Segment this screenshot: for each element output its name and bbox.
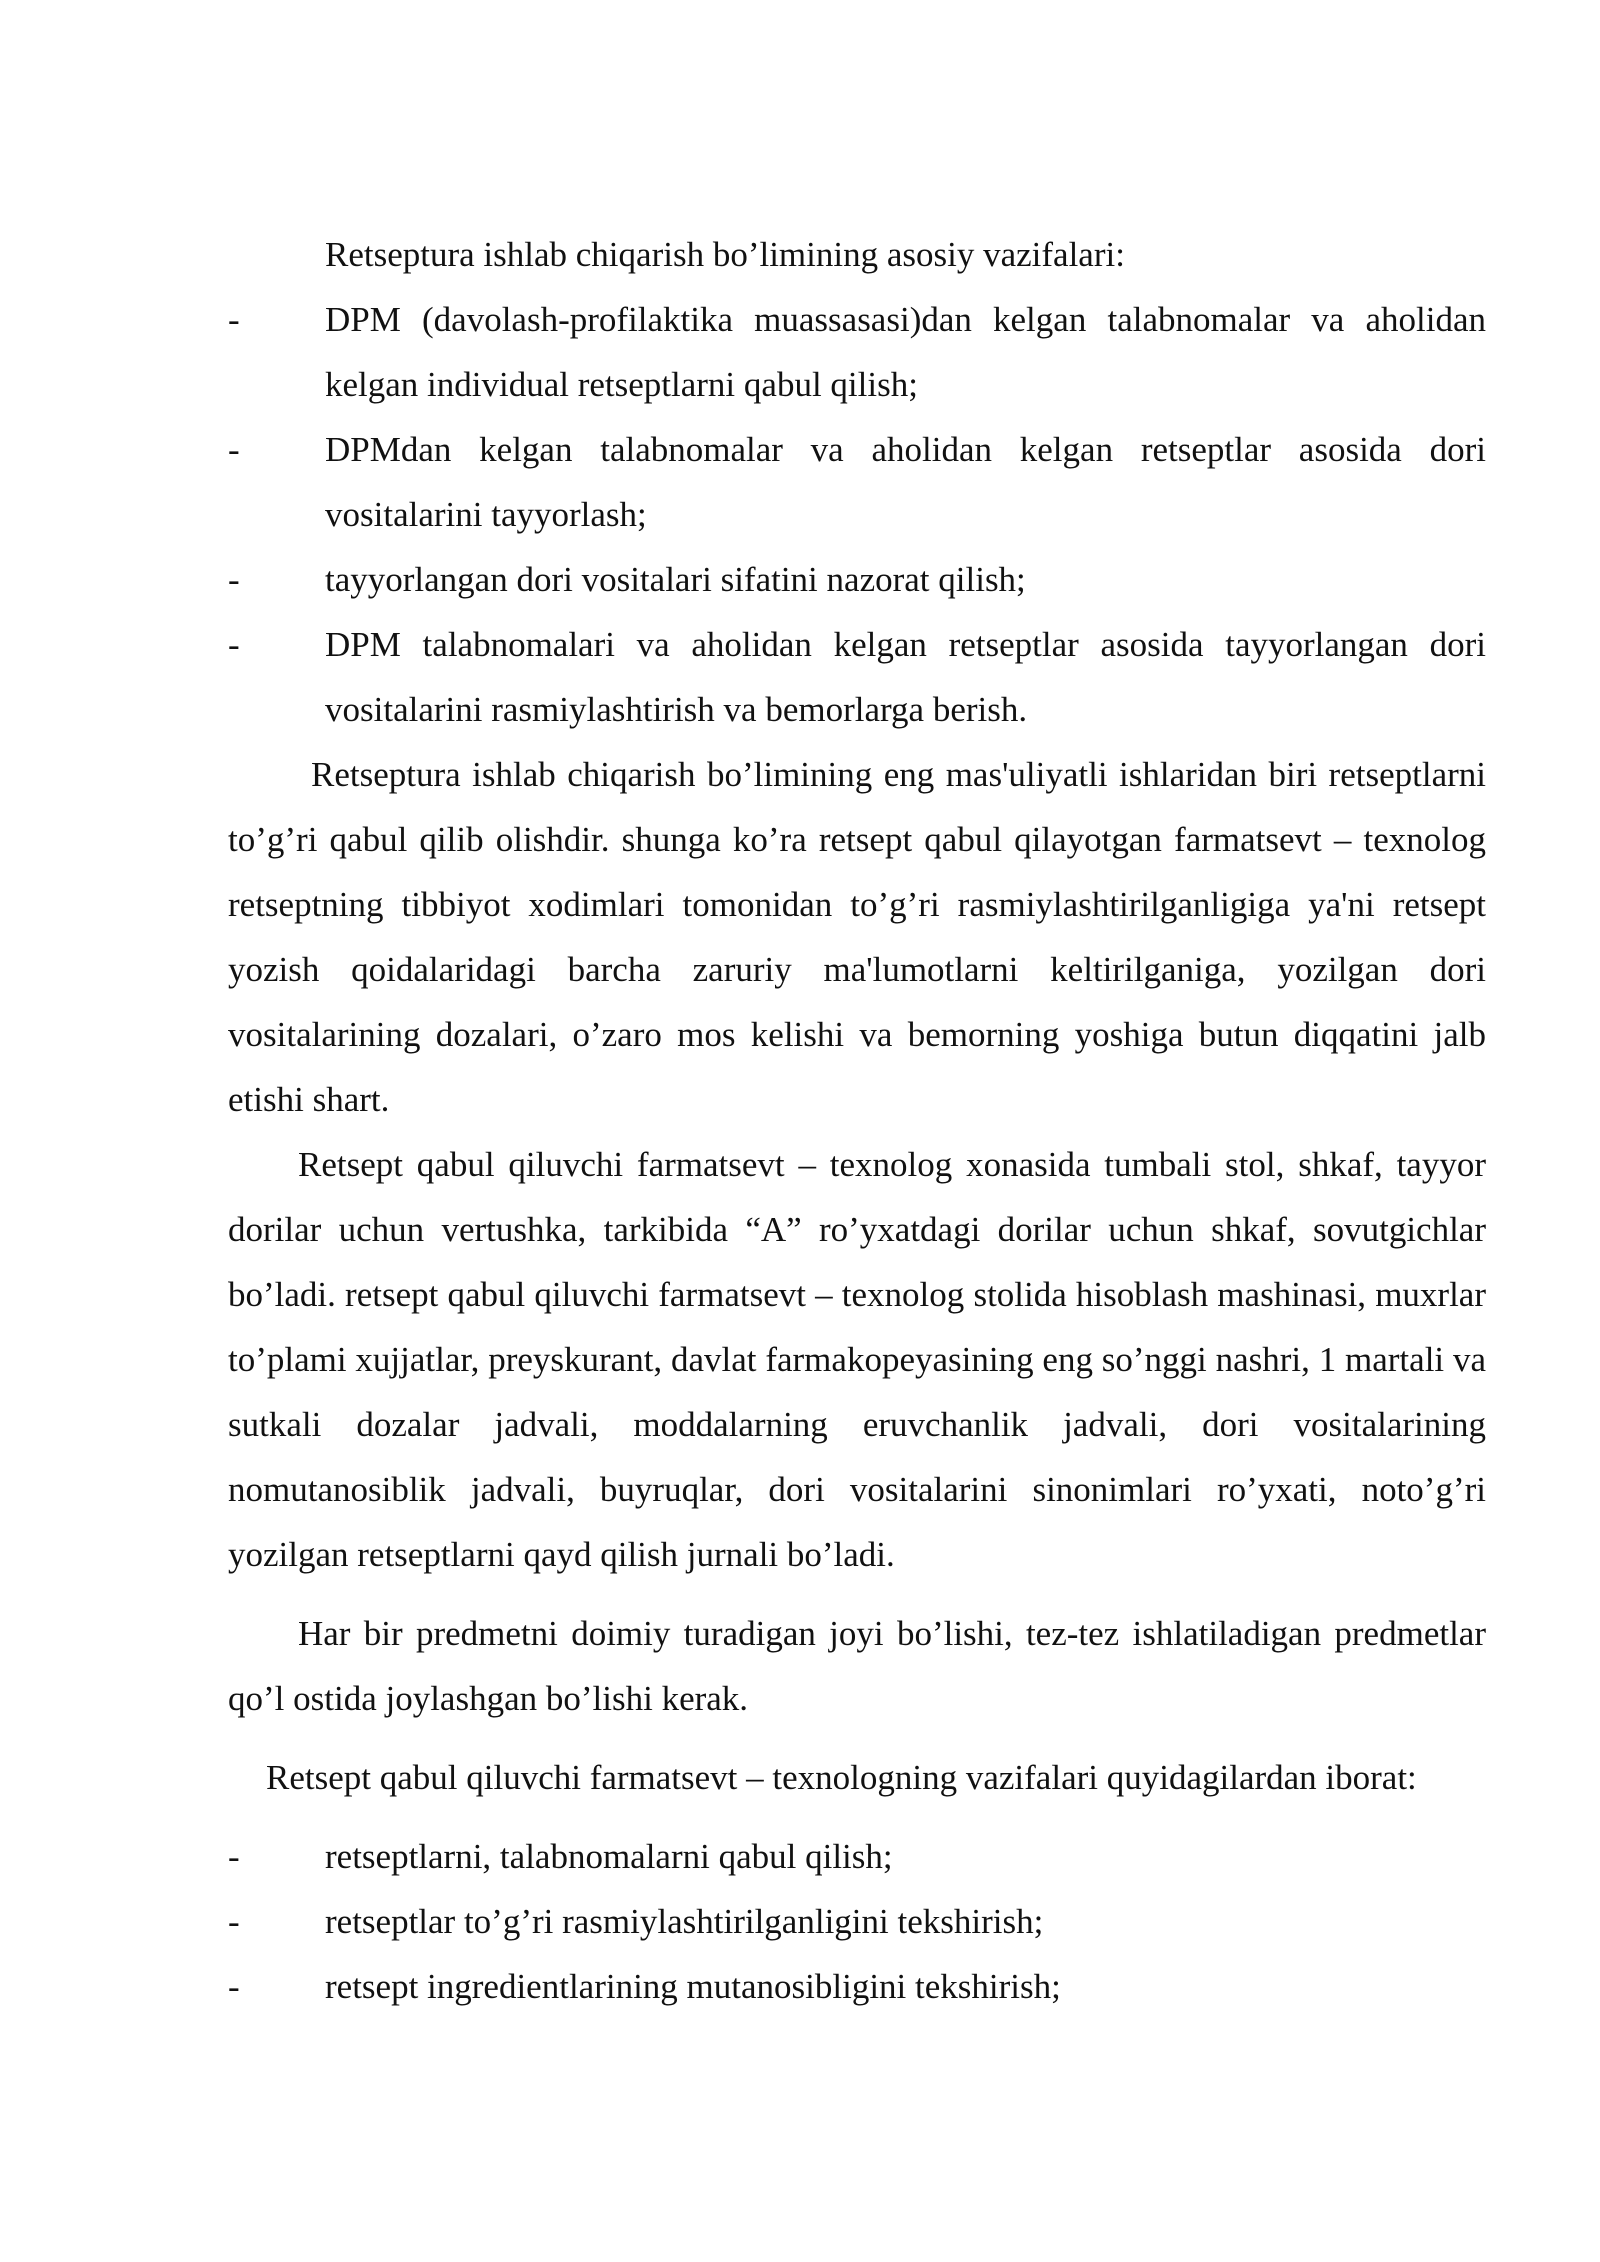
duties-list (228, 287, 1486, 742)
section-heading: Retseptura ishlab chiqarish bo’limining asosiy vazifalari: (325, 235, 1125, 274)
list-item (228, 1824, 1486, 1889)
list-item (228, 612, 1486, 742)
list-item-text: DPM (davolash-profilaktika muassasasi)dan kelgan talabnomalar va aholidan kelgan individual retseptlarni qabul qilish; (325, 300, 1486, 404)
list-item-text: retseptlarni, talabnomalarni qabul qilish; (325, 1837, 893, 1876)
bullet-dash: - (228, 430, 240, 469)
bullet-dash: - (228, 625, 240, 664)
list-item (228, 1889, 1486, 1954)
list-item-text: tayyorlangan dori vositalari sifatini nazorat qilish; (325, 560, 1026, 599)
list-item (228, 287, 1486, 417)
document-body (228, 222, 1486, 2019)
paragraph: Retsept qabul qiluvchi farmatsevt – texnologning vazifalari quyidagilardan iborat: (266, 1758, 1417, 1797)
list-item-text: retseptlar to’g’ri rasmiylashtirilganligini tekshirish; (325, 1902, 1044, 1941)
bullet-dash: - (228, 1837, 240, 1876)
list-item-text: DPMdan kelgan talabnomalar va aholidan kelgan retseptlar asosida dori vositalarini tayyorlash; (325, 430, 1486, 534)
paragraph: Retseptura ishlab chiqarish bo’limining eng mas'uliyatli ishlaridan biri retseptlarni to’g’ri qabul qilib olishdir. shunga ko’ra retsept qabul qilayotgan farmatsevt – texnolog retseptning tibbiyot xodimlari tomonidan to’g’ri rasmiylashtirilganligiga ya'ni retsept yozish qoidalaridagi barcha zaruriy ma'lumotlarni keltirilganiga, yozilgan dori vositalarining dozalari, o’zaro mos kelishi va bemorning yoshiga butun diqqatini jalb etishi shart. (228, 755, 1486, 1119)
bullet-dash: - (228, 300, 240, 339)
list-item (228, 547, 1486, 612)
paragraph: Har bir predmetni doimiy turadigan joyi bo’lishi, tez-tez ishlatiladigan predmetlar qo’l ostida joylashgan bo’lishi kerak. (228, 1614, 1486, 1718)
list-item-text: retsept ingredientlarining mutanosibligini tekshirish; (325, 1967, 1061, 2006)
pharmacist-duties-list (228, 1824, 1486, 2019)
bullet-dash: - (228, 1902, 240, 1941)
paragraph: Retsept qabul qiluvchi farmatsevt – texnolog xonasida tumbali stol, shkaf, tayyor dorilar uchun vertushka, tarkibida “A” ro’yxatdagi dorilar uchun shkaf, sovutgichlar bo’ladi. retsept qabul qiluvchi farmatsevt – texnolog stolida hisoblash mashinasi, muxrlar to’plami xujjatlar, preyskurant, davlat farmakopeyasining eng so’nggi nashri, 1 martali va sutkali dozalar jadvali, moddalarning eruvchanlik jadvali, dori vositalarining nomutanosiblik jadvali, buyruqlar, dori vositalarini sinonimlari ro’yxati, noto’g’ri yozilgan retseptlarni qayd qilish jurnali bo’ladi. (228, 1145, 1486, 1574)
list-item (228, 417, 1486, 547)
list-item (228, 1954, 1486, 2019)
bullet-dash: - (228, 1967, 240, 2006)
list-item-text: DPM talabnomalari va aholidan kelgan retseptlar asosida tayyorlangan dori vositalarini rasmiylashtirish va bemorlarga berish. (325, 625, 1486, 729)
bullet-dash: - (228, 560, 240, 599)
